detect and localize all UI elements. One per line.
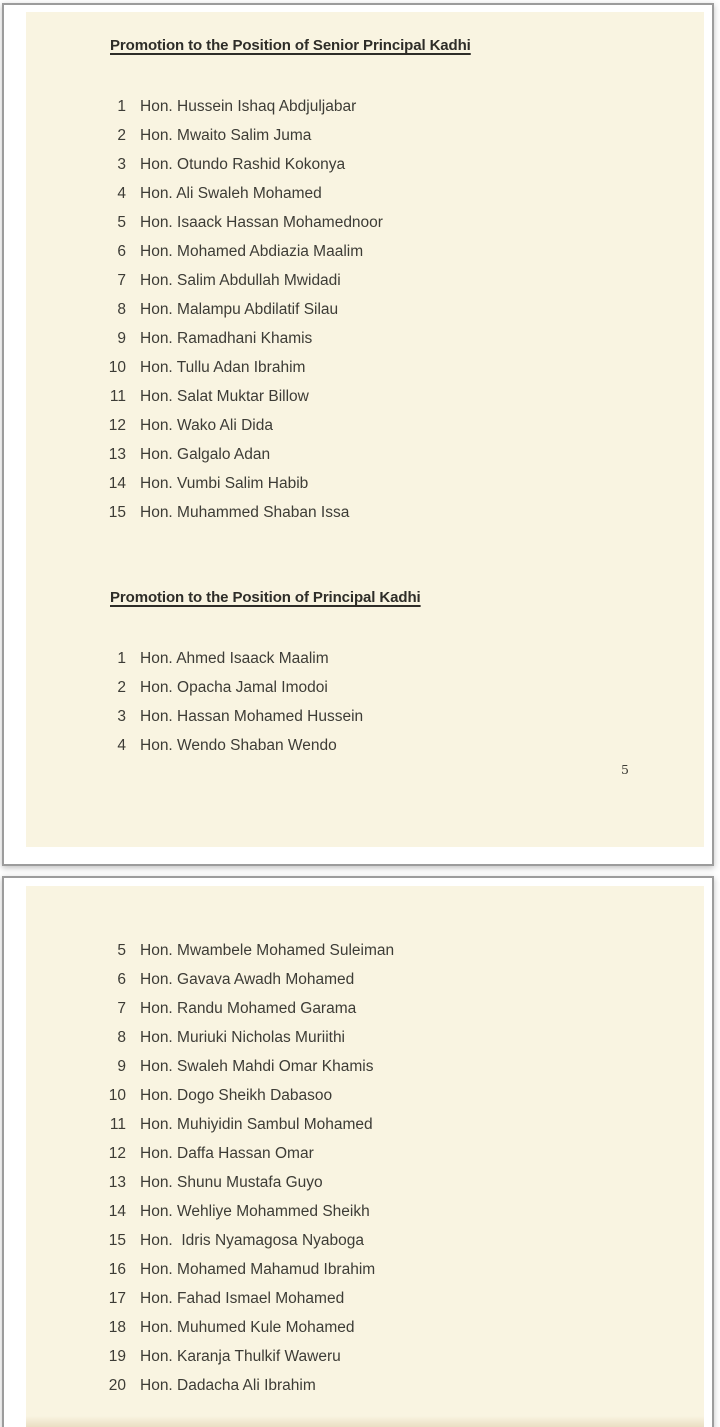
item-name: Hon. Idris Nyamagosa Nyaboga	[140, 1232, 365, 1249]
list-item	[26, 1376, 704, 1405]
item-name: Hon. Dadacha Ali Ibrahim	[140, 1377, 316, 1394]
list-item	[26, 678, 704, 707]
item-number: 8	[117, 1029, 126, 1046]
list-item	[26, 649, 704, 678]
item-number: 1	[117, 98, 126, 115]
item-name: Hon. Shunu Mustafa Guyo	[140, 1174, 323, 1191]
list-item	[26, 1086, 704, 1115]
list-item	[26, 1231, 704, 1260]
item-number: 18	[108, 1319, 126, 1336]
list-item	[26, 736, 704, 765]
list-item	[26, 213, 704, 242]
item-number: 9	[117, 1058, 126, 1075]
item-number: 5	[117, 942, 126, 959]
item-name: Hon. Galgalo Adan	[140, 446, 271, 463]
item-name: Hon. Karanja Thulkif Waweru	[140, 1348, 341, 1365]
item-name: Hon. Hassan Mohamed Hussein	[140, 708, 364, 725]
item-name: Hon. Muhammed Shaban Issa	[140, 504, 350, 521]
section-senior-principal-kadhi	[26, 12, 704, 532]
item-name: Hon. Vumbi Salim Habib	[140, 475, 309, 492]
list-item	[26, 97, 704, 126]
item-number: 15	[108, 1232, 126, 1249]
section-heading-principal-kadhi: Promotion to the Position of Principal Kadhi	[110, 589, 421, 606]
page-number: 5	[621, 762, 629, 777]
item-number: 17	[108, 1290, 126, 1307]
scanned-page-5	[26, 12, 704, 847]
page-card-2	[2, 876, 714, 1427]
list-item	[26, 1144, 704, 1173]
list-item	[26, 184, 704, 213]
item-name: Hon. Randu Mohamed Garama	[140, 1000, 357, 1017]
item-name: Hon. Dogo Sheikh Dabasoo	[140, 1087, 333, 1104]
item-name: Hon. Tullu Adan Ibrahim	[140, 359, 306, 376]
item-number: 10	[108, 1087, 126, 1104]
item-name: Hon. Daffa Hassan Omar	[140, 1145, 314, 1162]
list-item	[26, 707, 704, 736]
item-number: 6	[117, 971, 126, 988]
item-name: Hon. Wako Ali Dida	[140, 417, 273, 434]
list-item	[26, 387, 704, 416]
item-name: Hon. Ali Swaleh Mohamed	[140, 185, 322, 202]
promotion-list-senior-principal-kadhi	[26, 97, 704, 532]
list-item	[26, 416, 704, 445]
item-name: Hon. Swaleh Mahdi Omar Khamis	[140, 1058, 374, 1075]
item-number: 4	[117, 185, 126, 202]
list-item	[26, 358, 704, 387]
item-number: 15	[108, 504, 126, 521]
list-item	[26, 1347, 704, 1376]
item-name: Hon. Muriuki Nicholas Muriithi	[140, 1029, 346, 1046]
item-number: 13	[108, 1174, 126, 1191]
item-number: 7	[117, 1000, 126, 1017]
list-item	[26, 271, 704, 300]
item-name: Hon. Fahad Ismael Mohamed	[140, 1290, 345, 1307]
item-name: Hon. Wehliye Mohammed Sheikh	[140, 1203, 370, 1220]
item-number: 20	[108, 1377, 126, 1394]
item-number: 16	[108, 1261, 126, 1278]
item-name: Hon. Malampu Abdilatif Silau	[140, 301, 339, 318]
item-number: 11	[109, 388, 126, 405]
list-item	[26, 503, 704, 532]
item-name: Hon. Isaack Hassan Mohamednoor	[140, 214, 383, 231]
item-number: 11	[109, 1116, 126, 1133]
list-item	[26, 1115, 704, 1144]
page-card-1	[2, 3, 714, 866]
promotion-list-principal-kadhi-continued	[26, 886, 704, 1405]
list-item	[26, 445, 704, 474]
item-number: 9	[117, 330, 126, 347]
item-name: Hon. Hussein Ishaq Abdjuljabar	[140, 98, 357, 115]
item-name: Hon. Muhumed Kule Mohamed	[140, 1319, 355, 1336]
list-item	[26, 1173, 704, 1202]
item-name: Hon. Mohamed Mahamud Ibrahim	[140, 1261, 376, 1278]
list-item	[26, 941, 704, 970]
item-name: Hon. Salat Muktar Billow	[140, 388, 309, 405]
item-name: Hon. Mwambele Mohamed Suleiman	[140, 942, 395, 959]
section-heading-senior-principal-kadhi: Promotion to the Position of Senior Principal Kadhi	[110, 37, 471, 54]
item-name: Hon. Mohamed Abdiazia Maalim	[140, 243, 364, 260]
list-item	[26, 1028, 704, 1057]
item-number: 10	[108, 359, 126, 376]
item-number: 14	[108, 475, 126, 492]
list-item	[26, 242, 704, 271]
item-number: 4	[117, 737, 126, 754]
item-number: 6	[117, 243, 126, 260]
list-item	[26, 970, 704, 999]
list-item	[26, 1318, 704, 1347]
item-number: 5	[117, 214, 126, 231]
list-item	[26, 155, 704, 184]
list-item	[26, 1289, 704, 1318]
item-number: 8	[117, 301, 126, 318]
item-number: 1	[117, 650, 126, 667]
item-number: 3	[117, 708, 126, 725]
promotion-list-principal-kadhi	[26, 649, 704, 765]
list-item	[26, 1202, 704, 1231]
list-item	[26, 126, 704, 155]
scanned-page-6	[26, 886, 704, 1427]
list-item	[26, 329, 704, 358]
item-name: Hon. Salim Abdullah Mwidadi	[140, 272, 341, 289]
item-number: 3	[117, 156, 126, 173]
item-number: 2	[117, 127, 126, 144]
item-name: Hon. Ahmed Isaack Maalim	[140, 650, 329, 667]
item-number: 14	[108, 1203, 126, 1220]
list-item	[26, 999, 704, 1028]
list-item	[26, 1057, 704, 1086]
item-name: Hon. Ramadhani Khamis	[140, 330, 313, 347]
list-item	[26, 300, 704, 329]
item-number: 13	[108, 446, 126, 463]
item-name: Hon. Wendo Shaban Wendo	[140, 737, 337, 754]
item-number: 12	[108, 1145, 126, 1162]
item-number: 12	[108, 417, 126, 434]
item-name: Hon. Mwaito Salim Juma	[140, 127, 312, 144]
item-number: 19	[108, 1348, 126, 1365]
list-item	[26, 1260, 704, 1289]
item-number: 2	[117, 679, 126, 696]
item-name: Hon. Muhiyidin Sambul Mohamed	[140, 1116, 373, 1133]
section-principal-kadhi	[26, 532, 704, 765]
item-name: Hon. Otundo Rashid Kokonya	[140, 156, 346, 173]
item-number: 7	[117, 272, 126, 289]
item-name: Hon. Gavava Awadh Mohamed	[140, 971, 355, 988]
item-name: Hon. Opacha Jamal Imodoi	[140, 679, 328, 696]
list-item	[26, 474, 704, 503]
